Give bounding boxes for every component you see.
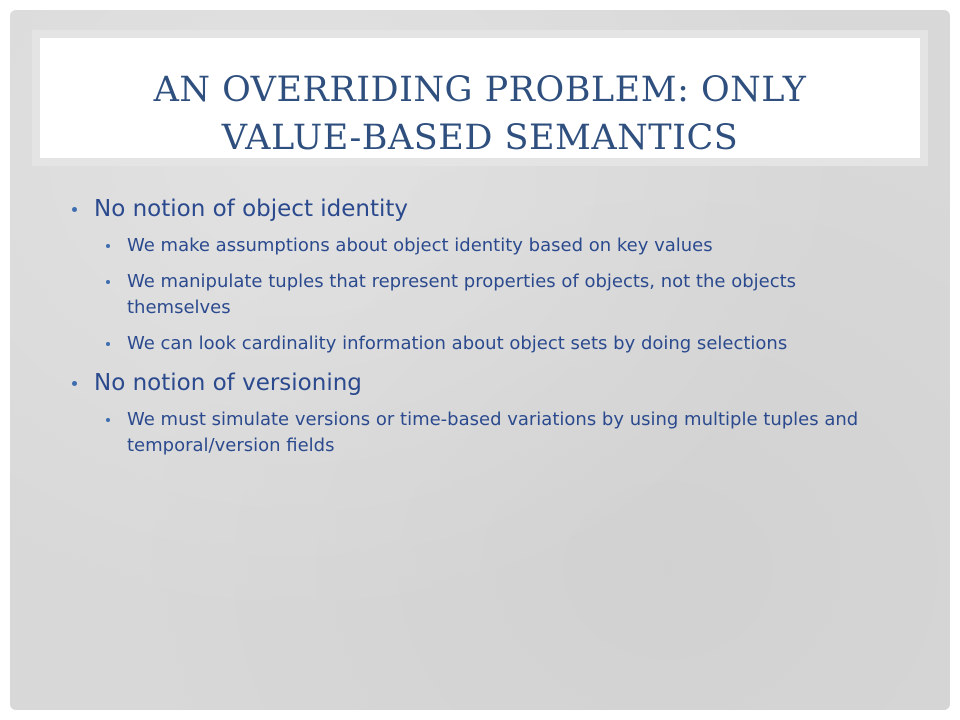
slide-title [40, 66, 920, 162]
title-box [32, 30, 928, 166]
bullet-object-identity: No notion of object identity [70, 193, 910, 225]
title-line-2: VALUE-BASED SEMANTICS [221, 118, 739, 158]
slide [10, 10, 950, 710]
sub-bullet-key-values: We make assumptions about object identity based on key values [103, 233, 887, 259]
bullet-versioning: No notion of versioning [70, 367, 910, 399]
sub-bullet-simulate-versions: We must simulate versions or time-based variations by using multiple tuples and temporal/version fields [103, 407, 887, 459]
sub-bullet-tuples: We manipulate tuples that represent properties of objects, not the objects themselves [103, 269, 887, 321]
slide-body [70, 193, 910, 469]
sub-bullet-cardinality: We can look cardinality information about object sets by doing selections [103, 331, 887, 357]
title-line-1: AN OVERRIDING PROBLEM: ONLY [153, 70, 807, 110]
